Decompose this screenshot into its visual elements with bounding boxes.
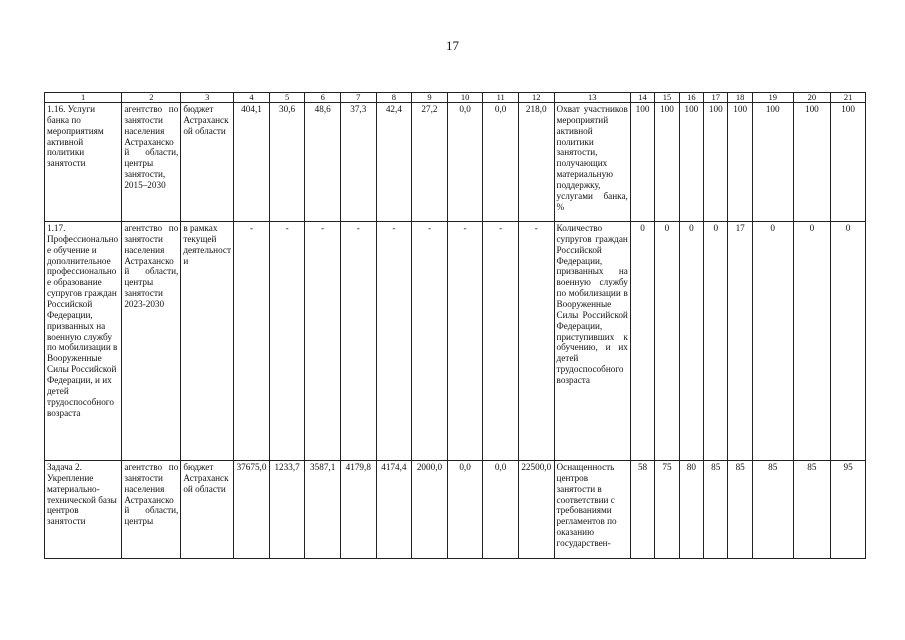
indicator-cell: Оснащенность центров занятости в соответствии с требованиями регламентов по оказанию государствен- (554, 461, 630, 559)
indicator-value: 0 (679, 222, 703, 461)
funding-source-cell: бюджет Астраханской области (181, 461, 234, 559)
finance-cell: 0,0 (483, 103, 519, 222)
indicator-value: 85 (728, 461, 752, 559)
column-number: 15 (655, 93, 679, 103)
page-number: 17 (446, 38, 459, 53)
finance-cell: 3587,1 (305, 461, 341, 559)
column-number: 17 (704, 93, 728, 103)
finance-cell: 0,0 (447, 103, 483, 222)
indicator-value: 100 (704, 103, 728, 222)
finance-cell: 1233,7 (269, 461, 305, 559)
indicator-value: 0 (752, 222, 793, 461)
finance-cell: 37675,0 (234, 461, 270, 559)
column-number: 14 (630, 93, 654, 103)
finance-cell: 0,0 (483, 461, 519, 559)
finance-cell: - (447, 222, 483, 461)
indicator-value: 0 (630, 222, 654, 461)
column-number: 21 (831, 93, 866, 103)
finance-cell: 30,6 (269, 103, 305, 222)
indicator-value: 0 (831, 222, 866, 461)
indicator-value: 100 (831, 103, 866, 222)
finance-cell: 0,0 (447, 461, 483, 559)
indicator-cell: Количество супругов граждан Российской Федерации, призванных на военную службу по мобилизации в Вооруженные Силы Российской Федерации, приступивших к обучению, и их детей трудоспособного возраста (554, 222, 630, 461)
column-number: 3 (181, 93, 234, 103)
column-number: 18 (728, 93, 752, 103)
finance-cell: - (412, 222, 448, 461)
column-number: 11 (483, 93, 519, 103)
column-number: 20 (793, 93, 831, 103)
indicator-value: 0 (793, 222, 831, 461)
column-number: 19 (752, 93, 793, 103)
table-row (45, 222, 866, 461)
table-row (45, 103, 866, 222)
column-number: 7 (340, 93, 376, 103)
indicator-value: 0 (655, 222, 679, 461)
column-number: 5 (269, 93, 305, 103)
finance-cell: 42,4 (376, 103, 412, 222)
column-number: 4 (234, 93, 270, 103)
finance-cell: 4179,8 (340, 461, 376, 559)
funding-source-cell: бюджет Астраханской области (181, 103, 234, 222)
finance-cell: 27,2 (412, 103, 448, 222)
executor-cell: агентство по занятости населения Астраханской области, центры занятости 2023-2030 (122, 222, 181, 461)
finance-cell: 404,1 (234, 103, 270, 222)
indicator-value: 100 (793, 103, 831, 222)
measure-name: Задача 2. Укрепление материально-технической базы центров занятости (45, 461, 122, 559)
indicator-value: 100 (728, 103, 752, 222)
finance-cell: 4174,4 (376, 461, 412, 559)
executor-cell: агентство по занятости населения Астраханской области, центры занятости, 2015–2030 (122, 103, 181, 222)
column-number-row (45, 93, 866, 103)
finance-cell: - (340, 222, 376, 461)
indicator-value: 100 (752, 103, 793, 222)
indicator-value: 100 (630, 103, 654, 222)
finance-cell: - (483, 222, 519, 461)
measure-name: 1.16. Услуги банка по мероприятиям активной политики занятости (45, 103, 122, 222)
column-number: 12 (518, 93, 554, 103)
column-number: 8 (376, 93, 412, 103)
indicator-value: 85 (704, 461, 728, 559)
indicator-value: 100 (655, 103, 679, 222)
finance-cell: - (376, 222, 412, 461)
finance-cell: - (234, 222, 270, 461)
finance-cell: - (518, 222, 554, 461)
indicator-value: 17 (728, 222, 752, 461)
table-row (45, 461, 866, 559)
funding-source-cell: в рамках текущей деятельности (181, 222, 234, 461)
indicator-value: 0 (704, 222, 728, 461)
column-number: 16 (679, 93, 703, 103)
indicator-value: 80 (679, 461, 703, 559)
indicator-value: 85 (793, 461, 831, 559)
program-table (44, 92, 866, 559)
indicator-value: 95 (831, 461, 866, 559)
finance-cell: - (305, 222, 341, 461)
executor-cell: агентство по занятости населения Астраханской области, центры (122, 461, 181, 559)
finance-cell: 2000,0 (412, 461, 448, 559)
finance-cell: 37,3 (340, 103, 376, 222)
column-number: 13 (554, 93, 630, 103)
finance-cell: - (269, 222, 305, 461)
indicator-value: 58 (630, 461, 654, 559)
column-number: 9 (412, 93, 448, 103)
indicator-value: 75 (655, 461, 679, 559)
column-number: 2 (122, 93, 181, 103)
finance-cell: 48,6 (305, 103, 341, 222)
indicator-value: 100 (679, 103, 703, 222)
measure-name: 1.17. Профессиональное обучение и дополнительное профессиональное образование супругов граждан Российской Федерации, призванных на военную службу по мобилизации в Вооруженные Силы Российской Федерации, и их детей трудоспособного возраста (45, 222, 122, 461)
column-number: 10 (447, 93, 483, 103)
column-number: 6 (305, 93, 341, 103)
indicator-value: 85 (752, 461, 793, 559)
indicator-cell: Охват участников мероприятий активной политики занятости, получающих материальную поддержку, услугами банка, % (554, 103, 630, 222)
finance-cell: 22500,0 (518, 461, 554, 559)
column-number: 1 (45, 93, 122, 103)
finance-cell: 218,0 (518, 103, 554, 222)
